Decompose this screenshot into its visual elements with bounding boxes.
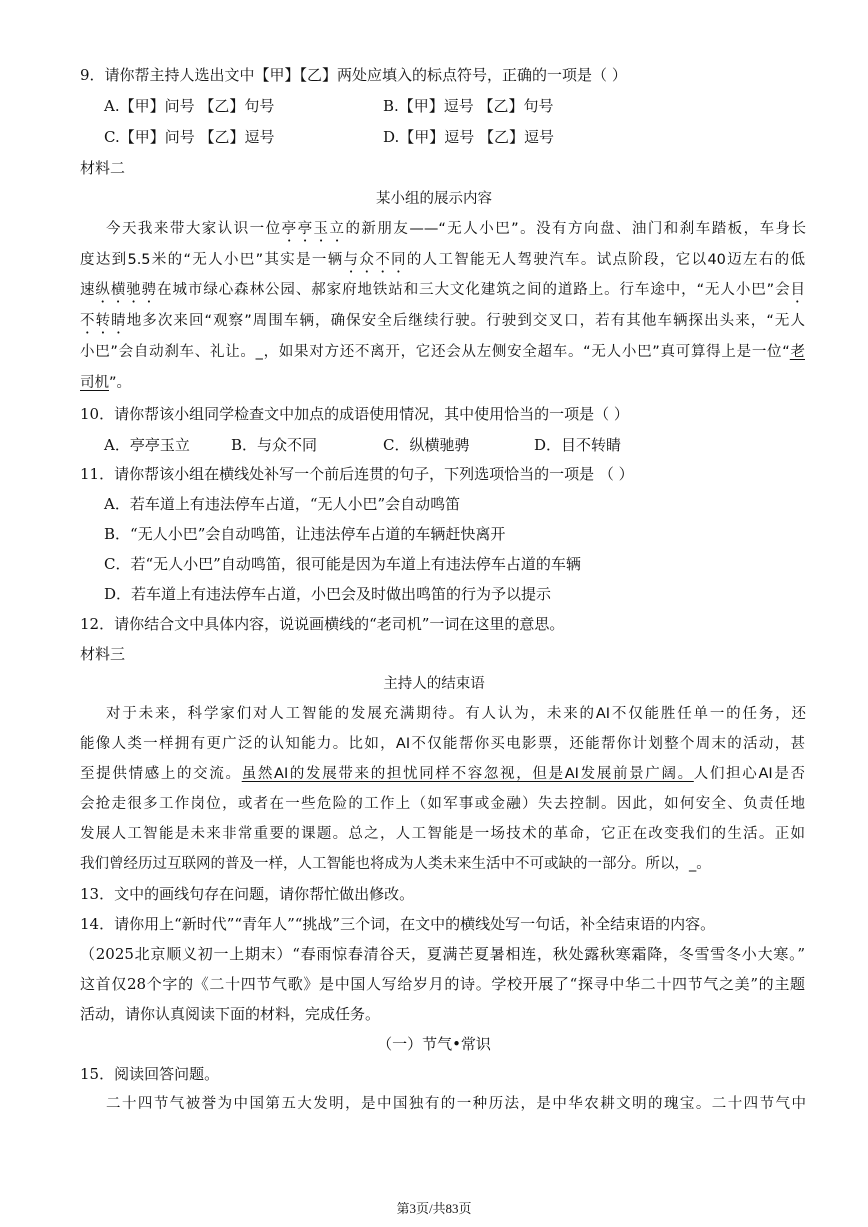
idiom-mubuzhuanjing-start: 目 [790,282,806,298]
question-10-stem: 10．请你帮该小组同学检查文中加点的成语使用情况，其中使用恰当的一项是（ ） [80,405,629,423]
question-9-option-b: B.【甲】逗号 【乙】句号 [383,97,554,115]
question-9-stem: 9．请你帮主持人选出文中【甲】【乙】两处应填入的标点符号，正确的一项是（ ） [80,66,627,84]
question-13-stem: 13．文中的画线句存在问题，请你帮忙做出修改。 [80,885,415,903]
idiom-yuzhongbutong: 与众不同 [343,252,407,268]
question-15-paragraph-line-1: 二十四节气被誉为中国第五大发明，是中国独有的一种历法，是中华农耕文明的瑰宝。二十四节气中 [106,1096,806,1112]
material-2-paragraph-line-6: 司机”。 [80,375,132,391]
idiom-mubuzhuanjing-end: 不转睛 [80,313,127,329]
intro-line-3: 活动，请你认真阅读下面的材料，完成任务。 [80,1005,381,1023]
underlined-laosiji-part-1: 老 [789,344,805,360]
material-3-paragraph-line-2: 能像人类一样拥有更广泛的认知能力。比如，AI不仅能帮你买电影票，还能帮你计划整个周末的活动，甚 [80,736,805,752]
material-3-paragraph-line-4: 会抢走很多工作岗位，或者在一些危险的工作上（如军事或金融）失去控制。因此，如何安全、负责任地 [80,796,805,812]
question-11-option-c: C．若“无人小巴”自动鸣笛，很可能是因为车道上有违法停车占道的车辆 [104,555,581,573]
material-3-paragraph-line-1: 对于未来，科学家们对人工智能的发展充满期待。有人认为，未来的AI不仅能胜任单一的任务，还 [106,706,806,722]
question-10-option-a: A．亭亭玉立 [104,436,190,454]
question-11-option-a: A．若车道上有违法停车占道，“无人小巴”会自动鸣笛 [104,495,461,513]
page-number: 第3页/共83页 [396,1201,472,1216]
underlined-laosiji-part-2: 司机 [80,375,109,391]
idiom-tingtingyuli: 亭亭玉立 [281,221,346,237]
material-2-paragraph-line-4: 不转睛地多次来回“观察”周围车辆，确保安全后继续行驶。行驶到交叉口，若有其他车辆探出头来，“无人 [80,313,805,329]
question-14-stem: 14．请你用上“新时代”“青年人”“挑战”三个词，在文中的横线处写一句话，补全结束语的内容。 [80,915,716,933]
underlined-faulty-sentence: 虽然AI的发展带来的担忧同样不容忽视，但是AI发展前景广阔。 [241,766,694,782]
material-3-title: 主持人的结束语 [383,676,485,692]
material-3-paragraph-line-3: 至提供情感上的交流。虽然AI的发展带来的担忧同样不容忽视，但是AI发展前景广阔。人们担心AI是否 [80,766,806,782]
intro-line-1: （2025北京顺义初一上期末）“春雨惊春清谷天，夏满芒夏暑相连，秋处露秋寒霜降，冬雪雪冬小大寒。” [80,945,805,963]
question-12-stem: 12．请你结合文中具体内容，说说画横线的“老司机”一词在这里的意思。 [80,615,565,633]
question-10-option-b: B．与众不同 [231,436,318,454]
question-11-stem: 11．请你帮该小组在横线处补写一个前后连贯的句子，下列选项恰当的一项是 （ ） [80,465,634,483]
question-9-option-d: D.【甲】逗号 【乙】逗号 [383,128,555,146]
idiom-zonghengchicheng: 纵横驰骋 [95,282,158,298]
material-3-label: 材料三 [80,645,126,663]
intro-line-2: 这首仅28个字的《二十四节气歌》是中国人写给岁月的诗。学校开展了“探寻中华二十四节气之美”的主题 [80,975,805,993]
material-2-label: 材料二 [80,159,126,177]
question-9-option-c: C.【甲】问号 【乙】逗号 [104,128,275,146]
question-15-stem: 15．阅读回答问题。 [80,1065,220,1083]
material-2-paragraph-line-3: 速纵横驰骋在城市绿心森林公园、郝家府地铁站和三大文化建筑之间的道路上。行车途中，“无人小巴”会目 [80,282,806,298]
question-10-option-c: C．纵横驰骋 [383,436,470,454]
material-2-title: 某小组的展示内容 [376,191,492,207]
material-2-paragraph-line-1: 今天我来带大家认识一位亭亭玉立的新朋友——“无人小巴”。没有方向盘、油门和刹车踏板，车身长 [106,221,807,237]
question-11-option-b: B．“无人小巴”会自动鸣笛，让违法停车占道的车辆赶快离开 [104,525,506,543]
material-2-paragraph-line-5: 小巴”会自动刹车、礼让。_，如果对方还不离开，它还会从左侧安全超车。“无人小巴”真可算得上是一位“老 [80,344,805,360]
section-1-title: （一）节气•常识 [377,1035,491,1053]
question-11-option-d: D．若车道上有违法停车占道，小巴会及时做出鸣笛的行为予以提示 [104,585,552,603]
material-3-paragraph-line-6: 我们曾经历过互联网的普及一样，人工智能也将成为人类未来生活中不可或缺的一部分。所以，_。 [80,856,711,872]
question-10-option-d: D．目不转睛 [534,436,622,454]
question-9-option-a: A.【甲】问号 【乙】句号 [104,97,275,115]
material-3-paragraph-line-5: 发展人工智能是未来非常重要的课题。总之，人工智能是一场技术的革命，它正在改变我们的生活。正如 [80,826,805,842]
material-2-paragraph-line-2: 度达到5.5米的“无人小巴”其实是一辆与众不同的人工智能无人驾驶汽车。试点阶段，它以40迈左右的低 [80,252,806,268]
